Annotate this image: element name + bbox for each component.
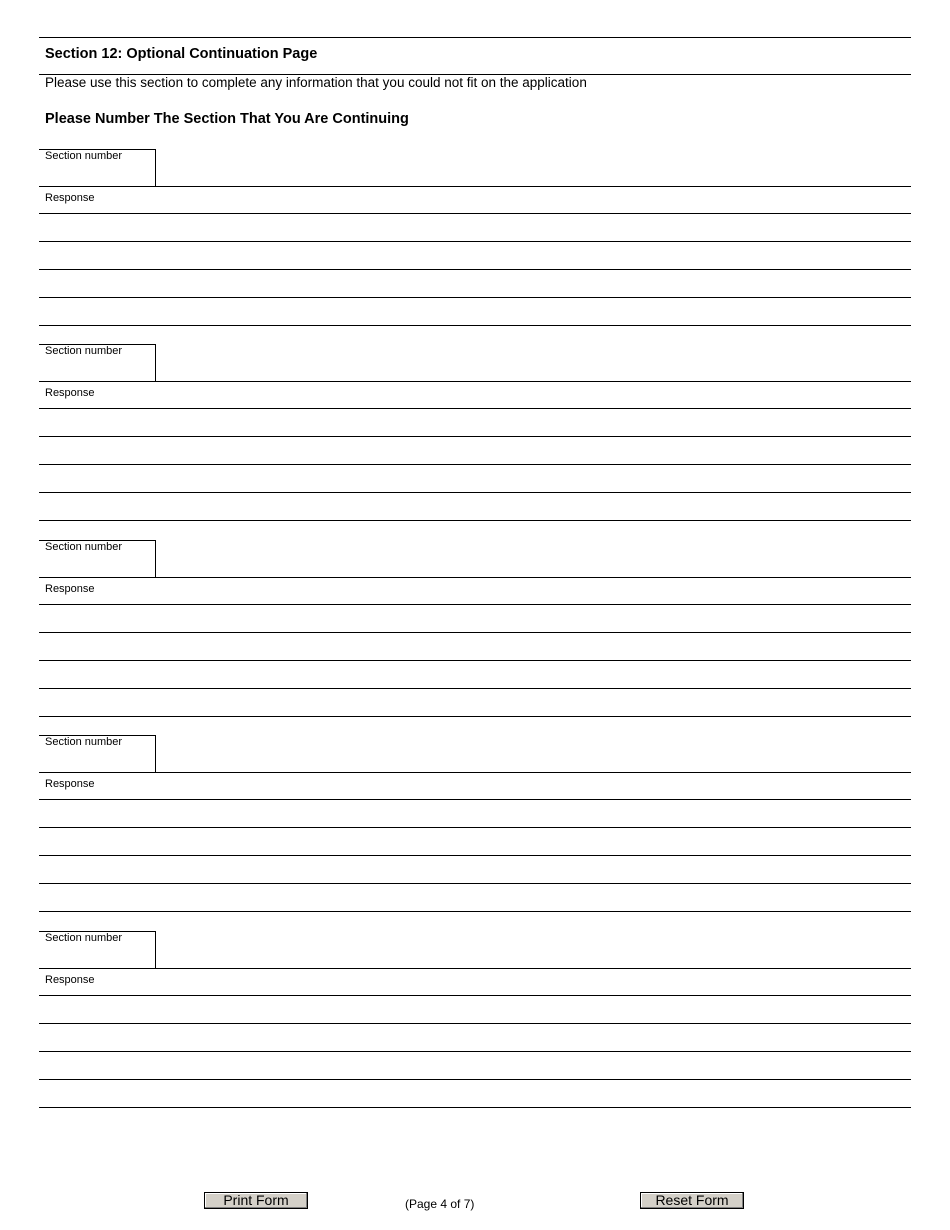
response-line-field[interactable] bbox=[39, 605, 911, 633]
response-line-field[interactable] bbox=[39, 856, 911, 884]
numbering-instruction: Please Number The Section That You Are Continuing bbox=[45, 111, 409, 127]
section-number-field[interactable] bbox=[45, 555, 151, 575]
section-title: Section 12: Optional Continuation Page bbox=[45, 46, 318, 62]
response-line-field[interactable] bbox=[39, 465, 911, 493]
response-line-field[interactable] bbox=[39, 437, 911, 465]
response-line-field[interactable] bbox=[39, 633, 911, 661]
continuation-block bbox=[39, 735, 911, 922]
response-line-field[interactable] bbox=[39, 968, 911, 996]
response-line-field[interactable] bbox=[39, 214, 911, 242]
section-number-field[interactable] bbox=[45, 946, 151, 966]
section-number-label: Section number bbox=[45, 150, 123, 162]
response-line-field[interactable] bbox=[39, 772, 911, 800]
section-number-box bbox=[39, 735, 156, 772]
response-line-field[interactable] bbox=[39, 1080, 911, 1108]
section-number-field[interactable] bbox=[45, 164, 151, 184]
continuation-block bbox=[39, 149, 911, 336]
continuation-block bbox=[39, 931, 911, 1118]
section-number-field[interactable] bbox=[45, 359, 151, 379]
response-line-field[interactable] bbox=[39, 493, 911, 521]
response-label: Response bbox=[45, 778, 95, 790]
response-line-field[interactable] bbox=[39, 242, 911, 270]
response-line-field[interactable] bbox=[39, 577, 911, 605]
response-line-field[interactable] bbox=[39, 884, 911, 912]
reset-form-button[interactable]: Reset Form bbox=[640, 1192, 744, 1209]
response-line-field[interactable] bbox=[39, 689, 911, 717]
page-indicator: (Page 4 of 7) bbox=[405, 1197, 475, 1211]
response-line-field[interactable] bbox=[39, 661, 911, 689]
print-form-button[interactable]: Print Form bbox=[204, 1192, 308, 1209]
top-rule bbox=[39, 37, 911, 38]
section-number-field[interactable] bbox=[45, 750, 151, 770]
response-label: Response bbox=[45, 192, 95, 204]
response-line-field[interactable] bbox=[39, 409, 911, 437]
response-label: Response bbox=[45, 583, 95, 595]
section-number-label: Section number bbox=[45, 541, 123, 553]
response-line-field[interactable] bbox=[39, 1052, 911, 1080]
section-number-box bbox=[39, 540, 156, 577]
response-line-field[interactable] bbox=[39, 298, 911, 326]
section-number-box bbox=[39, 931, 156, 968]
response-line-field[interactable] bbox=[39, 270, 911, 298]
section-number-box bbox=[39, 344, 156, 381]
continuation-block bbox=[39, 540, 911, 727]
continuation-block bbox=[39, 344, 911, 531]
instructions-text: Please use this section to complete any information that you could not fit on the application bbox=[45, 75, 587, 90]
section-number-label: Section number bbox=[45, 736, 123, 748]
section-number-label: Section number bbox=[45, 345, 123, 357]
response-line-field[interactable] bbox=[39, 996, 911, 1024]
response-line-field[interactable] bbox=[39, 1024, 911, 1052]
response-line-field[interactable] bbox=[39, 186, 911, 214]
response-line-field[interactable] bbox=[39, 828, 911, 856]
response-label: Response bbox=[45, 974, 95, 986]
section-number-label: Section number bbox=[45, 932, 123, 944]
response-line-field[interactable] bbox=[39, 381, 911, 409]
response-label: Response bbox=[45, 387, 95, 399]
response-line-field[interactable] bbox=[39, 800, 911, 828]
section-number-box bbox=[39, 149, 156, 186]
